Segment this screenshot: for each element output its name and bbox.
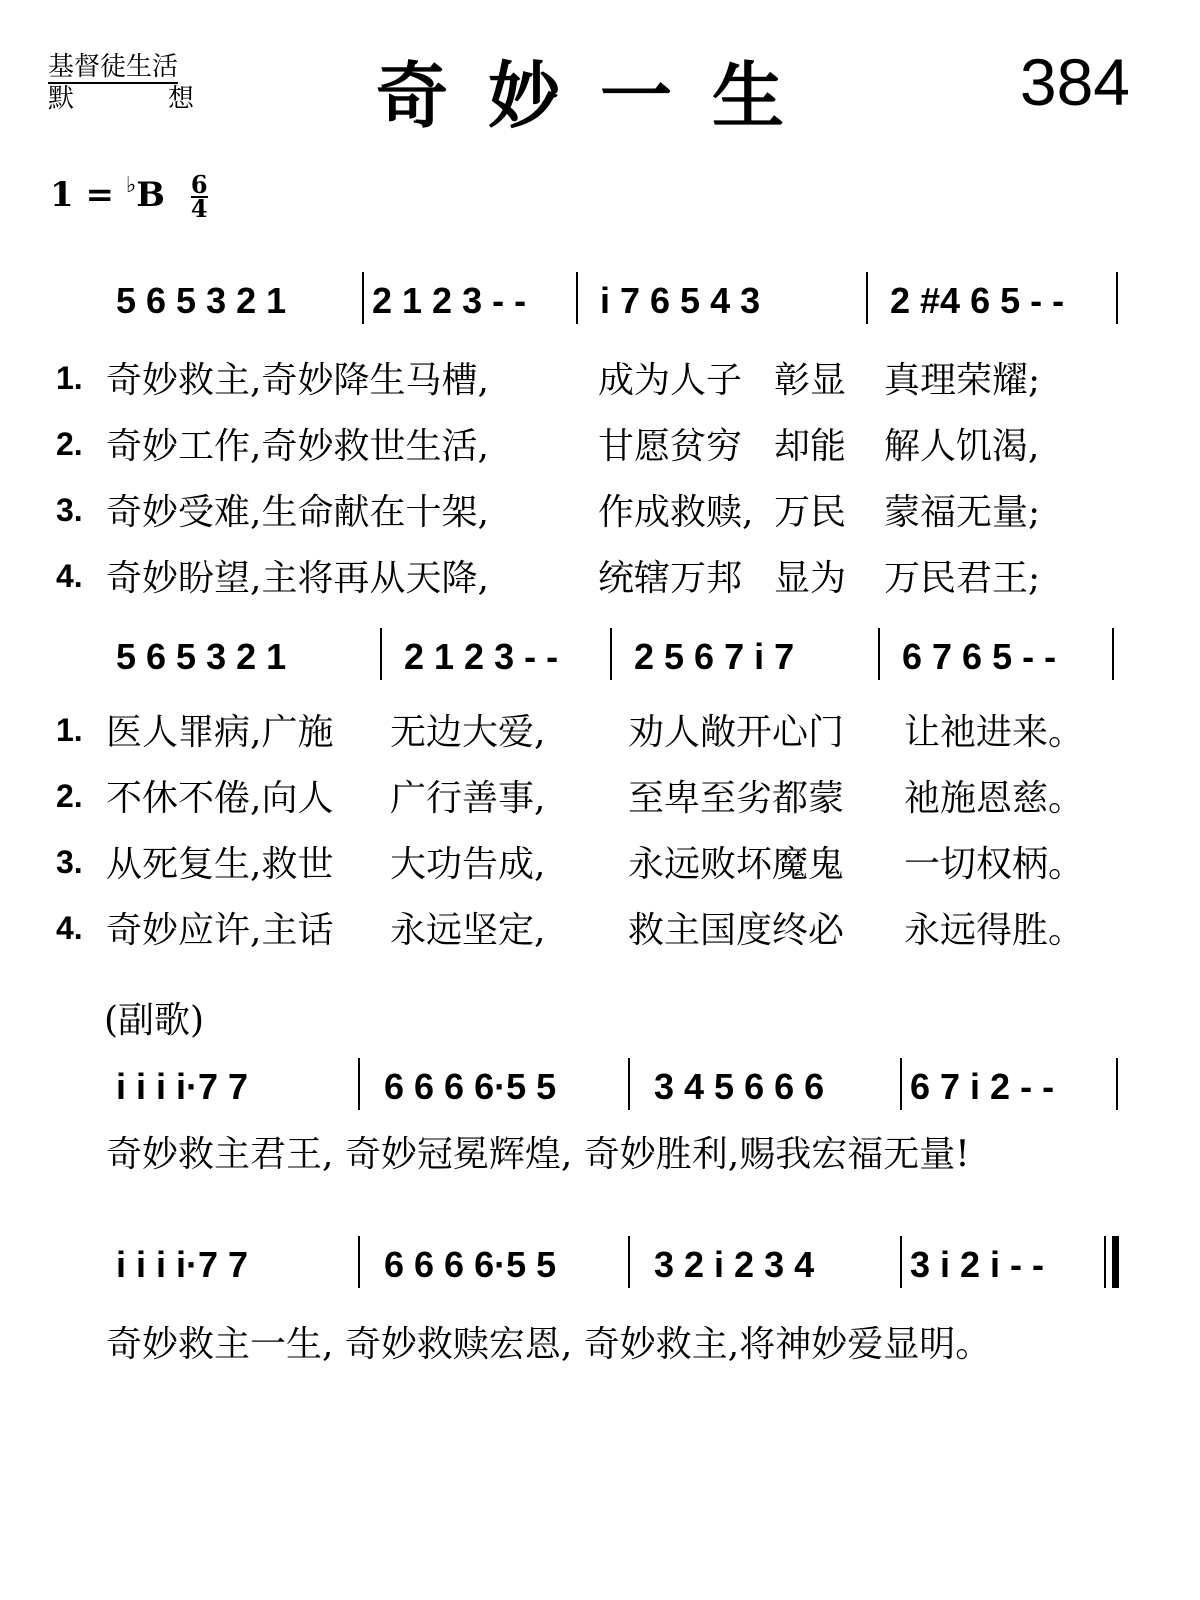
lyric-segment: 祂施恩慈。: [904, 778, 1085, 819]
key-note: B: [136, 175, 165, 215]
measure: i 7 6 5 4 3: [600, 280, 761, 321]
lyric-segment: 从死复生,救世: [106, 844, 334, 885]
verse-number: 1.: [56, 712, 83, 748]
time-signature: [190, 170, 208, 223]
category-line2-b: 想: [167, 84, 194, 114]
barline: [1112, 628, 1114, 680]
time-top: 6: [190, 170, 208, 199]
lyric-segment: 一切权柄。: [904, 844, 1085, 885]
chorus-line1-lyric: 奇妙救主君王, 奇妙冠冕辉煌, 奇妙胜利,赐我宏福无量!: [106, 1134, 970, 1175]
lyric-segment: 真理荣耀;: [884, 360, 1041, 401]
category-line2-a: 默: [48, 84, 75, 114]
verse-number: 4.: [56, 558, 83, 594]
lyric-segment: 显为: [774, 558, 847, 599]
measure: 3 i 2 i - -: [910, 1244, 1045, 1285]
barline: [628, 1236, 630, 1288]
verse-number: 3.: [56, 844, 83, 880]
lyric-segment: 彰显: [774, 360, 847, 401]
time-bottom: 4: [190, 194, 208, 223]
lyric-segment: 万民君王;: [884, 558, 1041, 599]
barline: [358, 1236, 360, 1288]
barline: [362, 272, 364, 324]
chorus-line2-lyric: 奇妙救主一生, 奇妙救赎宏恩, 奇妙救主,将神妙爱显明。: [106, 1324, 992, 1365]
barline: [866, 272, 868, 324]
lyric-segment: 奇妙受难,生命献在十架,: [106, 492, 489, 533]
verse-number: 2.: [56, 778, 83, 814]
lyric-segment: 解人饥渴,: [884, 426, 1040, 467]
lyric-segment: 却能: [774, 426, 847, 467]
measure: i i i i·7 7: [116, 1066, 249, 1107]
lyric-segment: 成为人子: [598, 360, 743, 401]
flat-sign: ♭: [125, 172, 137, 198]
system2-notes: [0, 636, 1200, 686]
barline: [380, 628, 382, 680]
measure: 6 7 6 5 - -: [902, 636, 1057, 677]
lyric-segment: 奇妙救主,奇妙降生马槽,: [106, 360, 489, 401]
lyric-segment: 让祂进来。: [904, 712, 1085, 753]
lyric-segment: 奇妙工作,奇妙救世生活,: [106, 426, 489, 467]
chorus-line2-notes: [0, 1244, 1200, 1294]
verse-number: 3.: [56, 492, 83, 528]
barline: [610, 628, 612, 680]
measure: 2 #4 6 5 - -: [890, 280, 1065, 321]
hymn-title: 奇妙一生: [375, 54, 824, 138]
verse-number: 1.: [56, 360, 83, 396]
measure: 3 4 5 6 6 6: [654, 1066, 825, 1107]
final-barline-thin: [1104, 1236, 1106, 1288]
lyric-segment: 万民: [774, 492, 847, 533]
barline: [878, 628, 880, 680]
lyric-segment: 永远得胜。: [904, 910, 1085, 951]
measure: 6 6 6 6·5 5: [384, 1244, 557, 1285]
lyric-segment: 永远坚定,: [390, 910, 546, 951]
final-barline-thick: [1112, 1236, 1119, 1288]
lyric-segment: 广行善事,: [390, 778, 546, 819]
verse-number: 4.: [56, 910, 83, 946]
lyric-segment: 劝人敞开心门: [628, 712, 845, 753]
barline: [1116, 1058, 1118, 1110]
measure: 2 1 2 3 - -: [404, 636, 559, 677]
barline: [900, 1236, 902, 1288]
measure: 2 5 6 7 i 7: [634, 636, 795, 677]
measure: 5 6 5 3 2 1: [116, 280, 287, 321]
lyric-segment: 蒙福无量;: [884, 492, 1041, 533]
key-signature: [50, 170, 208, 223]
barline: [576, 272, 578, 324]
lyric-segment: 大功告成,: [390, 844, 546, 885]
lyric-segment: 至卑至劣都蒙: [628, 778, 845, 819]
lyric-segment: 作成救赎,: [598, 492, 754, 533]
chorus-line1-notes: [0, 1066, 1200, 1116]
measure: 2 1 2 3 - -: [372, 280, 527, 321]
barline: [358, 1058, 360, 1110]
key-prefix: 1 =: [50, 175, 114, 215]
lyric-segment: 永远败坏魔鬼: [628, 844, 845, 885]
lyric-segment: 奇妙应许,主话: [106, 910, 334, 951]
lyric-segment: 奇妙盼望,主将再从天降,: [106, 558, 489, 599]
measure: 6 6 6 6·5 5: [384, 1066, 557, 1107]
hymn-number: 384: [1019, 45, 1130, 119]
chorus-label: (副歌): [104, 1000, 205, 1041]
measure: 6 7 i 2 - -: [910, 1066, 1055, 1107]
lyric-segment: 甘愿贫穷: [598, 426, 743, 467]
barline: [1116, 272, 1118, 324]
measure: i i i i·7 7: [116, 1244, 249, 1285]
system1-notes: [0, 280, 1200, 330]
barline: [628, 1058, 630, 1110]
verse-number: 2.: [56, 426, 83, 462]
lyric-segment: 无边大爱,: [390, 712, 546, 753]
lyric-segment: 救主国度终必: [628, 910, 845, 951]
category-line1: 基督徒生活: [48, 52, 179, 82]
measure: 3 2 i 2 3 4: [654, 1244, 815, 1285]
barline: [900, 1058, 902, 1110]
lyric-segment: 医人罪病,广施: [106, 712, 334, 753]
lyric-segment: 统辖万邦: [598, 558, 743, 599]
lyric-segment: 不休不倦,向人: [106, 778, 334, 819]
measure: 5 6 5 3 2 1: [116, 636, 287, 677]
